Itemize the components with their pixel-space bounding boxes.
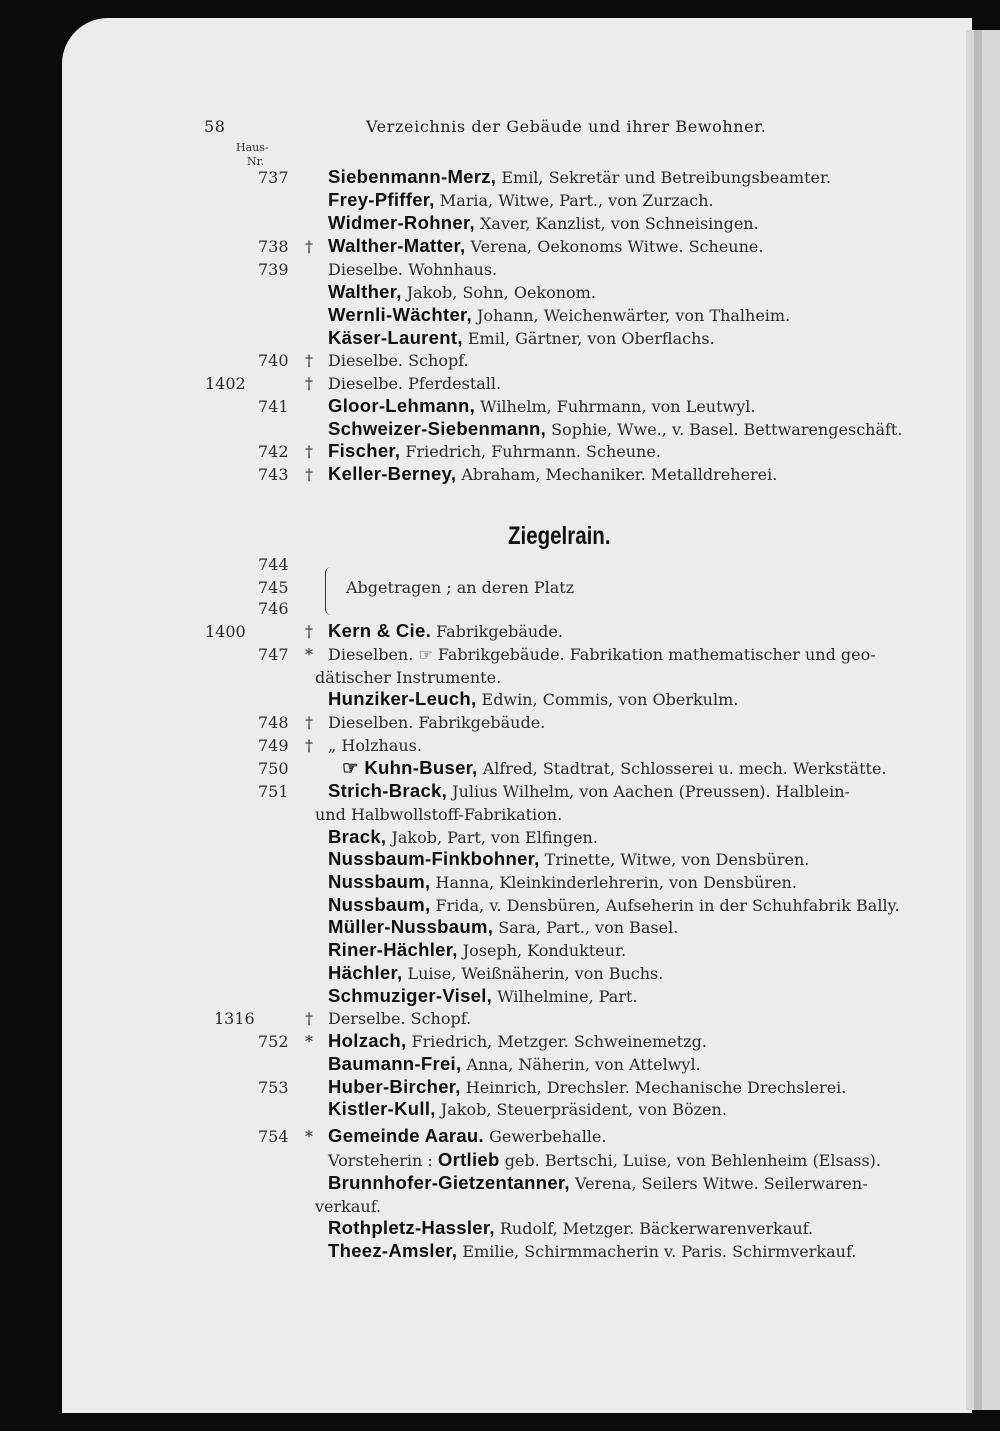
entry-line	[346, 578, 574, 598]
house-number: 751	[258, 782, 289, 801]
resident-name: Keller-Berney,	[328, 463, 457, 484]
entry-line	[328, 463, 777, 485]
entry-line	[328, 848, 809, 870]
entry-line	[328, 418, 902, 440]
house-number: 748	[258, 713, 289, 732]
resident-name: Strich-Brack,	[328, 780, 448, 801]
cross-mark: †	[305, 237, 313, 256]
entry-line	[328, 1098, 727, 1120]
entry-line	[315, 1197, 381, 1217]
page-title: Verzeichnis der Gebäude und ihrer Bewohner.	[366, 117, 767, 136]
entry-details: Luise, Weißnäherin, von Buchs.	[402, 964, 664, 983]
resident-name: Hunziker-Leuch,	[328, 688, 477, 709]
resident-name: Rothpletz-Hassler,	[328, 1217, 495, 1238]
entry-line	[328, 395, 755, 417]
entry-line	[328, 1149, 881, 1171]
entry-details: Julius Wilhelm, von Aachen (Preussen). Halblein-	[447, 782, 850, 801]
entry-line	[328, 212, 759, 234]
entry-line	[328, 235, 763, 257]
resident-name: Gloor-Lehmann,	[328, 395, 476, 416]
entry-details: Emil, Gärtner, von Oberflachs.	[462, 329, 715, 348]
entry-details: Xaver, Kanzlist, von Schneisingen.	[474, 214, 759, 233]
entry-line	[328, 645, 876, 665]
entry-details: Jakob, Sohn, Oekonom.	[401, 283, 596, 302]
entry-details: Rudolf, Metzger. Bäckerwarenverkauf.	[494, 1219, 814, 1238]
entry-details: Emil, Sekretär und Betreibungsbeamter.	[496, 168, 831, 187]
cross-mark: †	[305, 442, 313, 461]
house-number: 741	[258, 397, 289, 416]
house-number: 739	[258, 260, 289, 279]
resident-name: Frey-Pfiffer,	[328, 189, 435, 210]
resident-name: Kistler-Kull,	[328, 1098, 436, 1119]
entry-details: Jakob, Part, von Elfingen.	[386, 828, 598, 847]
entry-details: Dieselben. Fabrikgebäude.	[328, 713, 546, 732]
resident-name: Nussbaum,	[328, 894, 431, 915]
resident-name: Müller-Nussbaum,	[328, 916, 494, 937]
entry-line	[328, 166, 831, 188]
entry-details: Friedrich, Fuhrmann. Scheune.	[400, 442, 661, 461]
entry-line	[328, 1217, 813, 1239]
house-number: 745	[258, 578, 289, 597]
entry-line	[328, 1125, 606, 1147]
entry-details: geb. Bertschi, Luise, von Behlenheim (Elsass).	[499, 1151, 881, 1170]
entry-details: Sophie, Wwe., v. Basel. Bettwarengeschäft.	[546, 420, 903, 439]
cross-mark: †	[305, 622, 313, 641]
resident-name: Gemeinde Aarau.	[328, 1125, 484, 1146]
entry-details: Anna, Näherin, von Attelwyl.	[461, 1055, 701, 1074]
entry-details: Hanna, Kleinkinderlehrerin, von Densbüren.	[430, 873, 797, 892]
cross-mark: †	[305, 351, 313, 370]
resident-name: Holzach,	[328, 1030, 407, 1051]
entry-line	[328, 916, 678, 938]
resident-name: Nussbaum-Finkbohner,	[328, 848, 540, 869]
entry-line	[328, 281, 596, 303]
entry-details: verkauf.	[315, 1197, 382, 1216]
entry-line	[328, 1030, 707, 1052]
entry-details: Joseph, Kondukteur.	[457, 941, 627, 960]
asterisk-mark: *	[305, 1127, 313, 1146]
entry-prefix: Vorsteherin :	[328, 1151, 438, 1170]
cross-mark: †	[305, 736, 313, 755]
entry-line	[328, 894, 900, 916]
house-number: 752	[258, 1032, 289, 1051]
entry-line	[328, 985, 637, 1007]
entry-details: Gewerbehalle.	[483, 1127, 607, 1146]
house-number: 738	[258, 237, 289, 256]
cross-mark: †	[305, 1009, 313, 1028]
entry-details: dätischer Instrumente.	[315, 668, 502, 687]
entry-line	[328, 189, 714, 211]
resident-name: Widmer-Rohner,	[328, 212, 475, 233]
entry-details: Fabrikgebäude.	[431, 622, 563, 641]
entry-details: Dieselbe. Schopf.	[328, 351, 469, 370]
entry-line	[328, 826, 598, 848]
house-number: 737	[258, 168, 289, 187]
entry-details: Jakob, Steuerpräsident, von Bözen.	[435, 1100, 727, 1119]
entry-line	[328, 260, 497, 280]
entry-details: „ Holzhaus.	[328, 736, 422, 755]
entry-details: Wilhelmine, Part.	[492, 987, 638, 1006]
entry-line	[315, 805, 562, 825]
entry-line	[328, 351, 469, 371]
entry-details: und Halbwollstoff-Fabrikation.	[315, 805, 563, 824]
entry-details: Heinrich, Drechsler. Mechanische Drechslerei.	[460, 1078, 847, 1097]
entry-details: Dieselbe. Wohnhaus.	[328, 260, 498, 279]
entry-line	[328, 713, 545, 733]
resident-name: Walther,	[328, 281, 402, 302]
resident-name: Siebenmann-Merz,	[328, 166, 497, 187]
entry-details: Dieselbe. Pferdestall.	[328, 374, 502, 393]
resident-name: Theez-Amsler,	[328, 1240, 458, 1261]
entry-details: Trinette, Witwe, von Densbüren.	[539, 850, 810, 869]
house-number: 749	[258, 736, 289, 755]
entry-line	[315, 668, 501, 688]
entry-line	[328, 1076, 846, 1098]
resident-name: Huber-Bircher,	[328, 1076, 461, 1097]
entry-details: Frida, v. Densbüren, Aufseherin in der Schuhfabrik Bally.	[430, 896, 900, 915]
resident-name: Brunnhofer-Gietzentanner,	[328, 1172, 570, 1193]
entry-line	[328, 688, 738, 710]
entry-line	[328, 327, 715, 349]
resident-name: ☞ Kuhn-Buser,	[342, 757, 478, 778]
entry-line	[328, 620, 563, 642]
entry-details: Sara, Part., von Basel.	[493, 918, 679, 937]
entry-details: Verena, Oekonoms Witwe. Scheune.	[465, 237, 764, 256]
resident-name: Käser-Laurent,	[328, 327, 463, 348]
brace	[325, 567, 336, 615]
resident-name: Ortlieb	[437, 1149, 500, 1170]
entry-line	[328, 374, 501, 394]
entry-line	[328, 736, 422, 756]
entry-line	[328, 304, 790, 326]
old-number: 1402	[205, 374, 246, 393]
house-number: 747	[258, 645, 289, 664]
entry-details: Derselbe. Schopf.	[328, 1009, 472, 1028]
entry-details: Verena, Seilers Witwe. Seilerwaren-	[569, 1174, 868, 1193]
house-number: 754	[258, 1127, 289, 1146]
house-number: 746	[258, 599, 289, 618]
entry-line	[328, 780, 850, 802]
resident-name: Hächler,	[328, 962, 403, 983]
entry-details: Friedrich, Metzger. Schweinemetzg.	[406, 1032, 707, 1051]
entry-line	[328, 871, 797, 893]
resident-name: Fischer,	[328, 440, 401, 461]
entry-details: Maria, Witwe, Part., von Zurzach.	[434, 191, 714, 210]
resident-name: Riner-Hächler,	[328, 939, 458, 960]
house-number: 743	[258, 465, 289, 484]
resident-name: Nussbaum,	[328, 871, 431, 892]
entry-details: Abraham, Mechaniker. Metalldreherei.	[456, 465, 778, 484]
column-label-nr: Nr.	[247, 155, 265, 168]
cross-mark: †	[305, 465, 313, 484]
page-edge-shadow	[974, 30, 982, 1410]
house-number: 750	[258, 759, 289, 778]
asterisk-mark: *	[305, 1032, 313, 1051]
entry-details: Dieselben. ☞ Fabrikgebäude. Fabrikation mathematischer und geo-	[328, 645, 876, 664]
old-number: 1316	[214, 1009, 255, 1028]
page-edge	[966, 30, 1000, 1410]
cross-mark: †	[305, 713, 313, 732]
asterisk-mark: *	[305, 645, 313, 664]
resident-name: Kern & Cie.	[328, 620, 432, 641]
resident-name: Brack,	[328, 826, 387, 847]
entry-line	[328, 939, 626, 961]
house-number: 740	[258, 351, 289, 370]
resident-name: Wernli-Wächter,	[328, 304, 472, 325]
resident-name: Schweizer-Siebenmann,	[328, 418, 547, 439]
house-number: 753	[258, 1078, 289, 1097]
entry-details: Abgetragen ; an deren Platz	[346, 578, 575, 597]
house-number: 744	[258, 555, 289, 574]
entry-details: Edwin, Commis, von Oberkulm.	[476, 690, 739, 709]
entry-line	[342, 757, 887, 779]
entry-line	[328, 1172, 868, 1194]
entry-line	[328, 962, 663, 984]
entry-details: Emilie, Schirmmacherin v. Paris. Schirmverkauf.	[457, 1242, 857, 1261]
section-title: Ziegelrain.	[508, 522, 611, 550]
column-label-haus: Haus-	[236, 141, 269, 154]
resident-name: Walther-Matter,	[328, 235, 466, 256]
house-number: 742	[258, 442, 289, 461]
entry-line	[328, 1053, 701, 1075]
resident-name: Schmuziger-Visel,	[328, 985, 493, 1006]
entry-line	[328, 1009, 471, 1029]
entry-details: Alfred, Stadtrat, Schlosserei u. mech. Werkstätte.	[477, 759, 887, 778]
entry-line	[328, 440, 661, 462]
cross-mark: †	[305, 374, 313, 393]
resident-name: Baumann-Frei,	[328, 1053, 462, 1074]
entry-line	[328, 1240, 856, 1262]
entry-details: Wilhelm, Fuhrmann, von Leutwyl.	[475, 397, 756, 416]
entry-details: Johann, Weichenwärter, von Thalheim.	[471, 306, 791, 325]
old-number: 1400	[205, 622, 246, 641]
page-number: 58	[204, 117, 226, 136]
